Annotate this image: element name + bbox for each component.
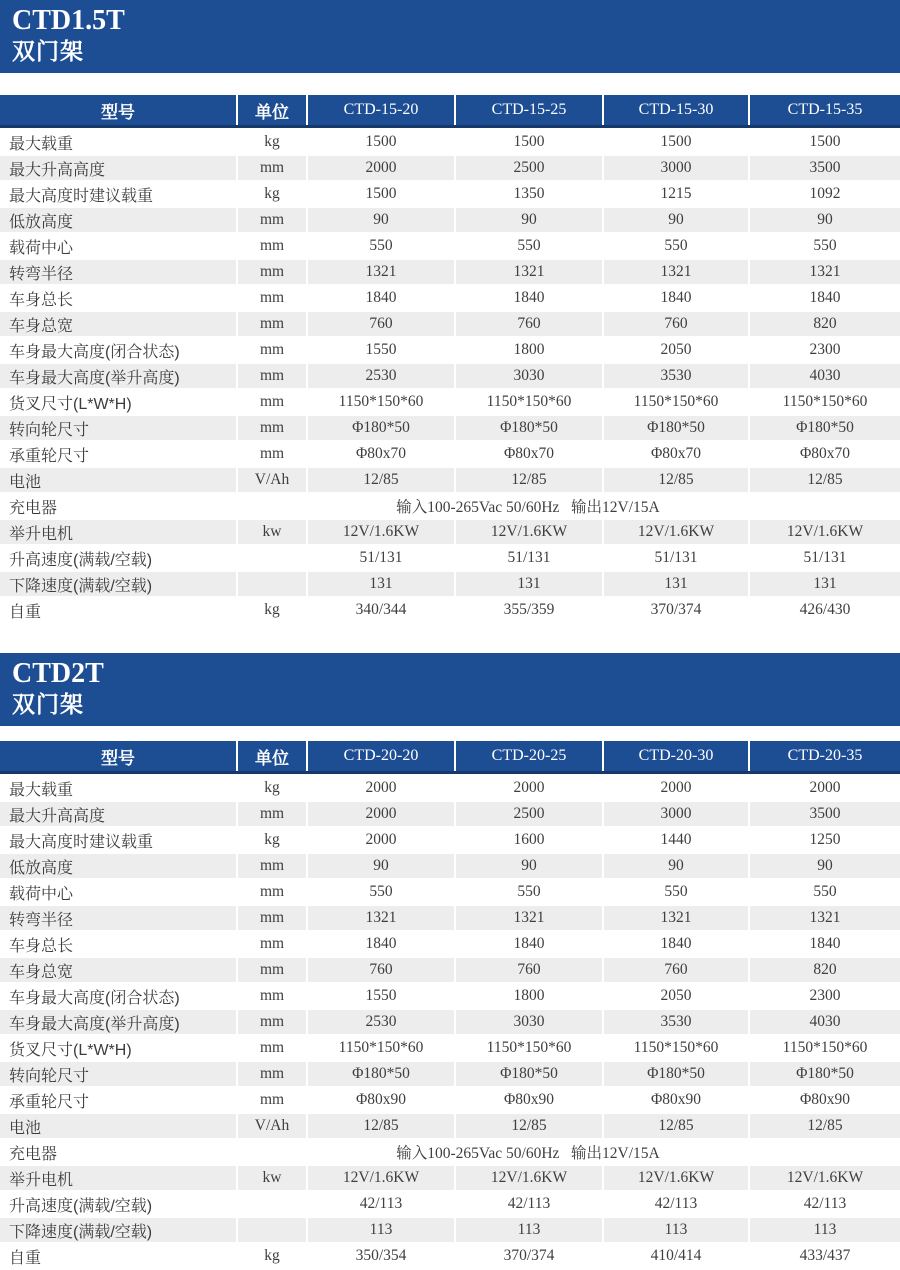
value-cell: 2000 xyxy=(308,802,454,826)
value-cell: 550 xyxy=(308,880,454,904)
value-cell: 3030 xyxy=(456,364,602,388)
value-cell: 12V/1.6KW xyxy=(456,520,602,544)
value-cell: 51/131 xyxy=(750,546,900,570)
banner-mast-subtitle: 双门架 xyxy=(12,691,84,717)
value-cell: 550 xyxy=(308,234,454,258)
charger-merged-value-cell: 输入100-265Vac 50/60Hz 输出12V/15A xyxy=(308,1140,748,1164)
row-label: 自重 xyxy=(0,1244,236,1268)
unit-cell: mm xyxy=(238,260,306,284)
banner-model-title: CTD1.5T xyxy=(12,5,125,36)
value-cell: Φ80x90 xyxy=(604,1088,748,1112)
banner-model-title: CTD2T xyxy=(12,658,104,689)
value-cell: 1092 xyxy=(750,182,900,206)
value-cell: 1840 xyxy=(750,932,900,956)
value-cell: Φ180*50 xyxy=(750,1062,900,1086)
value-cell: 350/354 xyxy=(308,1244,454,1268)
row-label: 低放高度 xyxy=(0,208,236,232)
value-cell: 820 xyxy=(750,312,900,336)
unit-column-header: 单位 xyxy=(238,95,306,125)
row-label: 货叉尺寸(L*W*H) xyxy=(0,1036,236,1060)
value-cell: 131 xyxy=(456,572,602,596)
unit-cell: kg xyxy=(238,776,306,800)
value-cell: 1150*150*60 xyxy=(604,390,748,414)
value-cell: 2500 xyxy=(456,802,602,826)
value-cell: 1840 xyxy=(456,932,602,956)
unit-cell: mm xyxy=(238,416,306,440)
value-cell: 1321 xyxy=(604,260,748,284)
value-cell: Φ80x70 xyxy=(750,442,900,466)
row-label: 最大载重 xyxy=(0,130,236,154)
row-label: 车身总宽 xyxy=(0,958,236,982)
row-label: 自重 xyxy=(0,598,236,622)
value-cell: 1600 xyxy=(456,828,602,852)
value-cell: 760 xyxy=(604,312,748,336)
value-cell: 1321 xyxy=(750,260,900,284)
value-cell: 760 xyxy=(456,312,602,336)
unit-cell: mm xyxy=(238,1062,306,1086)
unit-cell: mm xyxy=(238,1010,306,1034)
value-cell: Φ80x90 xyxy=(750,1088,900,1112)
value-cell: Φ180*50 xyxy=(750,416,900,440)
row-label: 电池 xyxy=(0,468,236,492)
model-column-header: 型号 xyxy=(0,95,236,125)
value-cell: 1440 xyxy=(604,828,748,852)
section-banner xyxy=(0,0,900,73)
value-cell: 12V/1.6KW xyxy=(604,520,748,544)
row-label: 充电器 xyxy=(0,494,236,518)
value-cell: 51/131 xyxy=(308,546,454,570)
value-cell: Φ180*50 xyxy=(308,1062,454,1086)
value-cell: Φ180*50 xyxy=(604,416,748,440)
row-label: 转弯半径 xyxy=(0,906,236,930)
value-cell: 550 xyxy=(604,234,748,258)
value-cell: 42/113 xyxy=(604,1192,748,1216)
unit-cell: kg xyxy=(238,828,306,852)
model-name-header: CTD-15-20 xyxy=(308,95,454,125)
value-cell: 42/113 xyxy=(750,1192,900,1216)
value-cell: 42/113 xyxy=(308,1192,454,1216)
value-cell: 90 xyxy=(308,208,454,232)
value-cell: Φ80x70 xyxy=(308,442,454,466)
value-cell: 4030 xyxy=(750,1010,900,1034)
row-label: 车身总长 xyxy=(0,932,236,956)
value-cell: 2050 xyxy=(604,338,748,362)
value-cell: 1150*150*60 xyxy=(456,1036,602,1060)
row-label: 转向轮尺寸 xyxy=(0,1062,236,1086)
model-column-header: 型号 xyxy=(0,741,236,771)
row-label: 下降速度(满载/空载) xyxy=(0,1218,236,1242)
value-cell: 2500 xyxy=(456,156,602,180)
value-cell: 1800 xyxy=(456,984,602,1008)
value-cell: 3030 xyxy=(456,1010,602,1034)
value-cell: 1840 xyxy=(604,286,748,310)
value-cell: 1840 xyxy=(750,286,900,310)
value-cell: 1150*150*60 xyxy=(750,390,900,414)
row-label: 转弯半径 xyxy=(0,260,236,284)
value-cell: 1321 xyxy=(456,906,602,930)
value-cell: 760 xyxy=(308,958,454,982)
unit-cell: kg xyxy=(238,598,306,622)
value-cell: Φ80x70 xyxy=(604,442,748,466)
value-cell: 370/374 xyxy=(456,1244,602,1268)
unit-cell xyxy=(238,572,306,596)
row-label: 升高速度(满载/空载) xyxy=(0,546,236,570)
value-cell: 340/344 xyxy=(308,598,454,622)
row-label: 充电器 xyxy=(0,1140,236,1164)
value-cell: 90 xyxy=(456,854,602,878)
unit-cell: mm xyxy=(238,880,306,904)
value-cell: 3530 xyxy=(604,1010,748,1034)
row-label: 车身最大高度(举升高度) xyxy=(0,1010,236,1034)
value-cell: 355/359 xyxy=(456,598,602,622)
value-cell: 12/85 xyxy=(308,468,454,492)
row-label: 车身总长 xyxy=(0,286,236,310)
row-label: 最大高度时建议载重 xyxy=(0,182,236,206)
unit-cell: mm xyxy=(238,338,306,362)
value-cell: 1550 xyxy=(308,338,454,362)
value-cell: 1350 xyxy=(456,182,602,206)
value-cell: 3000 xyxy=(604,156,748,180)
value-cell: 1500 xyxy=(750,130,900,154)
value-cell: 3500 xyxy=(750,156,900,180)
unit-cell: mm xyxy=(238,364,306,388)
value-cell: 1150*150*60 xyxy=(604,1036,748,1060)
value-cell: 2530 xyxy=(308,1010,454,1034)
value-cell: 550 xyxy=(750,234,900,258)
value-cell: 1321 xyxy=(308,260,454,284)
value-cell: 12/85 xyxy=(750,468,900,492)
value-cell: 12V/1.6KW xyxy=(308,1166,454,1190)
value-cell: 131 xyxy=(604,572,748,596)
value-cell: 12V/1.6KW xyxy=(750,520,900,544)
value-cell: 12V/1.6KW xyxy=(456,1166,602,1190)
unit-cell: kw xyxy=(238,520,306,544)
row-label: 转向轮尺寸 xyxy=(0,416,236,440)
unit-cell: mm xyxy=(238,390,306,414)
value-cell: 1150*150*60 xyxy=(308,1036,454,1060)
value-cell: Φ180*50 xyxy=(456,1062,602,1086)
value-cell-empty xyxy=(750,494,900,518)
unit-cell: kw xyxy=(238,1166,306,1190)
value-cell: 2300 xyxy=(750,984,900,1008)
model-name-header: CTD-20-25 xyxy=(456,741,602,771)
row-label: 车身最大高度(举升高度) xyxy=(0,364,236,388)
value-cell: 131 xyxy=(750,572,900,596)
value-cell: 410/414 xyxy=(604,1244,748,1268)
unit-cell: mm xyxy=(238,958,306,982)
unit-cell: kg xyxy=(238,182,306,206)
value-cell: 42/113 xyxy=(456,1192,602,1216)
value-cell: 1840 xyxy=(604,932,748,956)
value-cell: 1840 xyxy=(456,286,602,310)
value-cell: 760 xyxy=(308,312,454,336)
unit-column-header: 单位 xyxy=(238,741,306,771)
model-name-header: CTD-20-30 xyxy=(604,741,748,771)
row-label: 最大高度时建议载重 xyxy=(0,828,236,852)
value-cell: 1550 xyxy=(308,984,454,1008)
value-cell: 90 xyxy=(308,854,454,878)
value-cell: Φ80x70 xyxy=(456,442,602,466)
value-cell: 1150*150*60 xyxy=(308,390,454,414)
row-label: 承重轮尺寸 xyxy=(0,1088,236,1112)
unit-cell: mm xyxy=(238,208,306,232)
unit-cell: mm xyxy=(238,1036,306,1060)
value-cell: 12V/1.6KW xyxy=(308,520,454,544)
value-cell: 3500 xyxy=(750,802,900,826)
value-cell: 2000 xyxy=(308,156,454,180)
value-cell: 12/85 xyxy=(308,1114,454,1138)
row-label: 最大升高高度 xyxy=(0,802,236,826)
value-cell: 12/85 xyxy=(456,1114,602,1138)
unit-cell xyxy=(238,494,306,518)
value-cell: Φ80x90 xyxy=(456,1088,602,1112)
value-cell: 90 xyxy=(456,208,602,232)
spec-section-ctd2t xyxy=(0,653,900,1268)
row-label: 货叉尺寸(L*W*H) xyxy=(0,390,236,414)
unit-cell: V/Ah xyxy=(238,1114,306,1138)
table-header-row xyxy=(0,741,900,774)
value-cell: 760 xyxy=(456,958,602,982)
row-label: 最大载重 xyxy=(0,776,236,800)
value-cell: 550 xyxy=(604,880,748,904)
value-cell: 426/430 xyxy=(750,598,900,622)
model-name-header: CTD-15-25 xyxy=(456,95,602,125)
value-cell: 760 xyxy=(604,958,748,982)
value-cell: 113 xyxy=(750,1218,900,1242)
value-cell: 12/85 xyxy=(604,468,748,492)
value-cell: 12/85 xyxy=(604,1114,748,1138)
value-cell: 1150*150*60 xyxy=(750,1036,900,1060)
value-cell: 370/374 xyxy=(604,598,748,622)
value-cell: 1321 xyxy=(456,260,602,284)
value-cell-empty xyxy=(750,1140,900,1164)
unit-cell xyxy=(238,1192,306,1216)
value-cell: 2000 xyxy=(308,776,454,800)
value-cell: 90 xyxy=(750,854,900,878)
value-cell: Φ180*50 xyxy=(456,416,602,440)
row-label: 最大升高高度 xyxy=(0,156,236,180)
value-cell: 2000 xyxy=(604,776,748,800)
value-cell: 12V/1.6KW xyxy=(604,1166,748,1190)
unit-cell: kg xyxy=(238,1244,306,1268)
value-cell: 51/131 xyxy=(604,546,748,570)
row-label: 承重轮尺寸 xyxy=(0,442,236,466)
value-cell: 113 xyxy=(456,1218,602,1242)
unit-cell: mm xyxy=(238,442,306,466)
unit-cell: mm xyxy=(238,312,306,336)
row-label: 低放高度 xyxy=(0,854,236,878)
value-cell: 1321 xyxy=(750,906,900,930)
value-cell: 113 xyxy=(604,1218,748,1242)
unit-cell: mm xyxy=(238,286,306,310)
row-label: 车身总宽 xyxy=(0,312,236,336)
unit-cell: mm xyxy=(238,156,306,180)
value-cell: 550 xyxy=(750,880,900,904)
value-cell: 2300 xyxy=(750,338,900,362)
unit-cell: mm xyxy=(238,854,306,878)
value-cell: 1840 xyxy=(308,932,454,956)
value-cell: 113 xyxy=(308,1218,454,1242)
value-cell: 1321 xyxy=(604,906,748,930)
unit-cell xyxy=(238,1218,306,1242)
value-cell: 1500 xyxy=(604,130,748,154)
value-cell: 550 xyxy=(456,234,602,258)
value-cell: 51/131 xyxy=(456,546,602,570)
value-cell: 550 xyxy=(456,880,602,904)
value-cell: 2530 xyxy=(308,364,454,388)
value-cell: 1800 xyxy=(456,338,602,362)
value-cell: 2000 xyxy=(750,776,900,800)
value-cell: 12/85 xyxy=(456,468,602,492)
row-label: 车身最大高度(闭合状态) xyxy=(0,338,236,362)
value-cell: 820 xyxy=(750,958,900,982)
value-cell: Φ180*50 xyxy=(604,1062,748,1086)
value-cell: 12/85 xyxy=(750,1114,900,1138)
value-cell: 1500 xyxy=(456,130,602,154)
table-body xyxy=(0,130,900,622)
row-label: 举升电机 xyxy=(0,520,236,544)
row-label: 载荷中心 xyxy=(0,880,236,904)
spec-section-ctd15t xyxy=(0,0,900,622)
model-name-header: CTD-15-30 xyxy=(604,95,748,125)
value-cell: 433/437 xyxy=(750,1244,900,1268)
value-cell: 1150*150*60 xyxy=(456,390,602,414)
value-cell: 12V/1.6KW xyxy=(750,1166,900,1190)
unit-cell: mm xyxy=(238,906,306,930)
value-cell: Φ80x90 xyxy=(308,1088,454,1112)
model-name-header: CTD-20-35 xyxy=(750,741,900,771)
banner-mast-subtitle: 双门架 xyxy=(12,38,84,64)
value-cell: 1250 xyxy=(750,828,900,852)
unit-cell: mm xyxy=(238,1088,306,1112)
table-body xyxy=(0,776,900,1268)
row-label: 下降速度(满载/空载) xyxy=(0,572,236,596)
value-cell: 4030 xyxy=(750,364,900,388)
charger-merged-value-cell: 输入100-265Vac 50/60Hz 输出12V/15A xyxy=(308,494,748,518)
value-cell: 1215 xyxy=(604,182,748,206)
value-cell: 3000 xyxy=(604,802,748,826)
value-cell: 3530 xyxy=(604,364,748,388)
unit-cell: mm xyxy=(238,932,306,956)
model-name-header: CTD-15-35 xyxy=(750,95,900,125)
unit-cell: mm xyxy=(238,234,306,258)
value-cell: Φ180*50 xyxy=(308,416,454,440)
section-banner xyxy=(0,653,900,726)
value-cell: 1840 xyxy=(308,286,454,310)
unit-cell: V/Ah xyxy=(238,468,306,492)
value-cell: 1321 xyxy=(308,906,454,930)
row-label: 车身最大高度(闭合状态) xyxy=(0,984,236,1008)
value-cell: 2000 xyxy=(308,828,454,852)
value-cell: 90 xyxy=(604,208,748,232)
value-cell: 1500 xyxy=(308,130,454,154)
value-cell: 131 xyxy=(308,572,454,596)
row-label: 举升电机 xyxy=(0,1166,236,1190)
row-label: 升高速度(满载/空载) xyxy=(0,1192,236,1216)
table-header-row xyxy=(0,95,900,128)
unit-cell: mm xyxy=(238,984,306,1008)
value-cell: 90 xyxy=(604,854,748,878)
value-cell: 90 xyxy=(750,208,900,232)
value-cell: 2000 xyxy=(456,776,602,800)
unit-cell: kg xyxy=(238,130,306,154)
row-label: 电池 xyxy=(0,1114,236,1138)
model-name-header: CTD-20-20 xyxy=(308,741,454,771)
unit-cell xyxy=(238,1140,306,1164)
unit-cell xyxy=(238,546,306,570)
value-cell: 1500 xyxy=(308,182,454,206)
unit-cell: mm xyxy=(238,802,306,826)
row-label: 载荷中心 xyxy=(0,234,236,258)
value-cell: 2050 xyxy=(604,984,748,1008)
